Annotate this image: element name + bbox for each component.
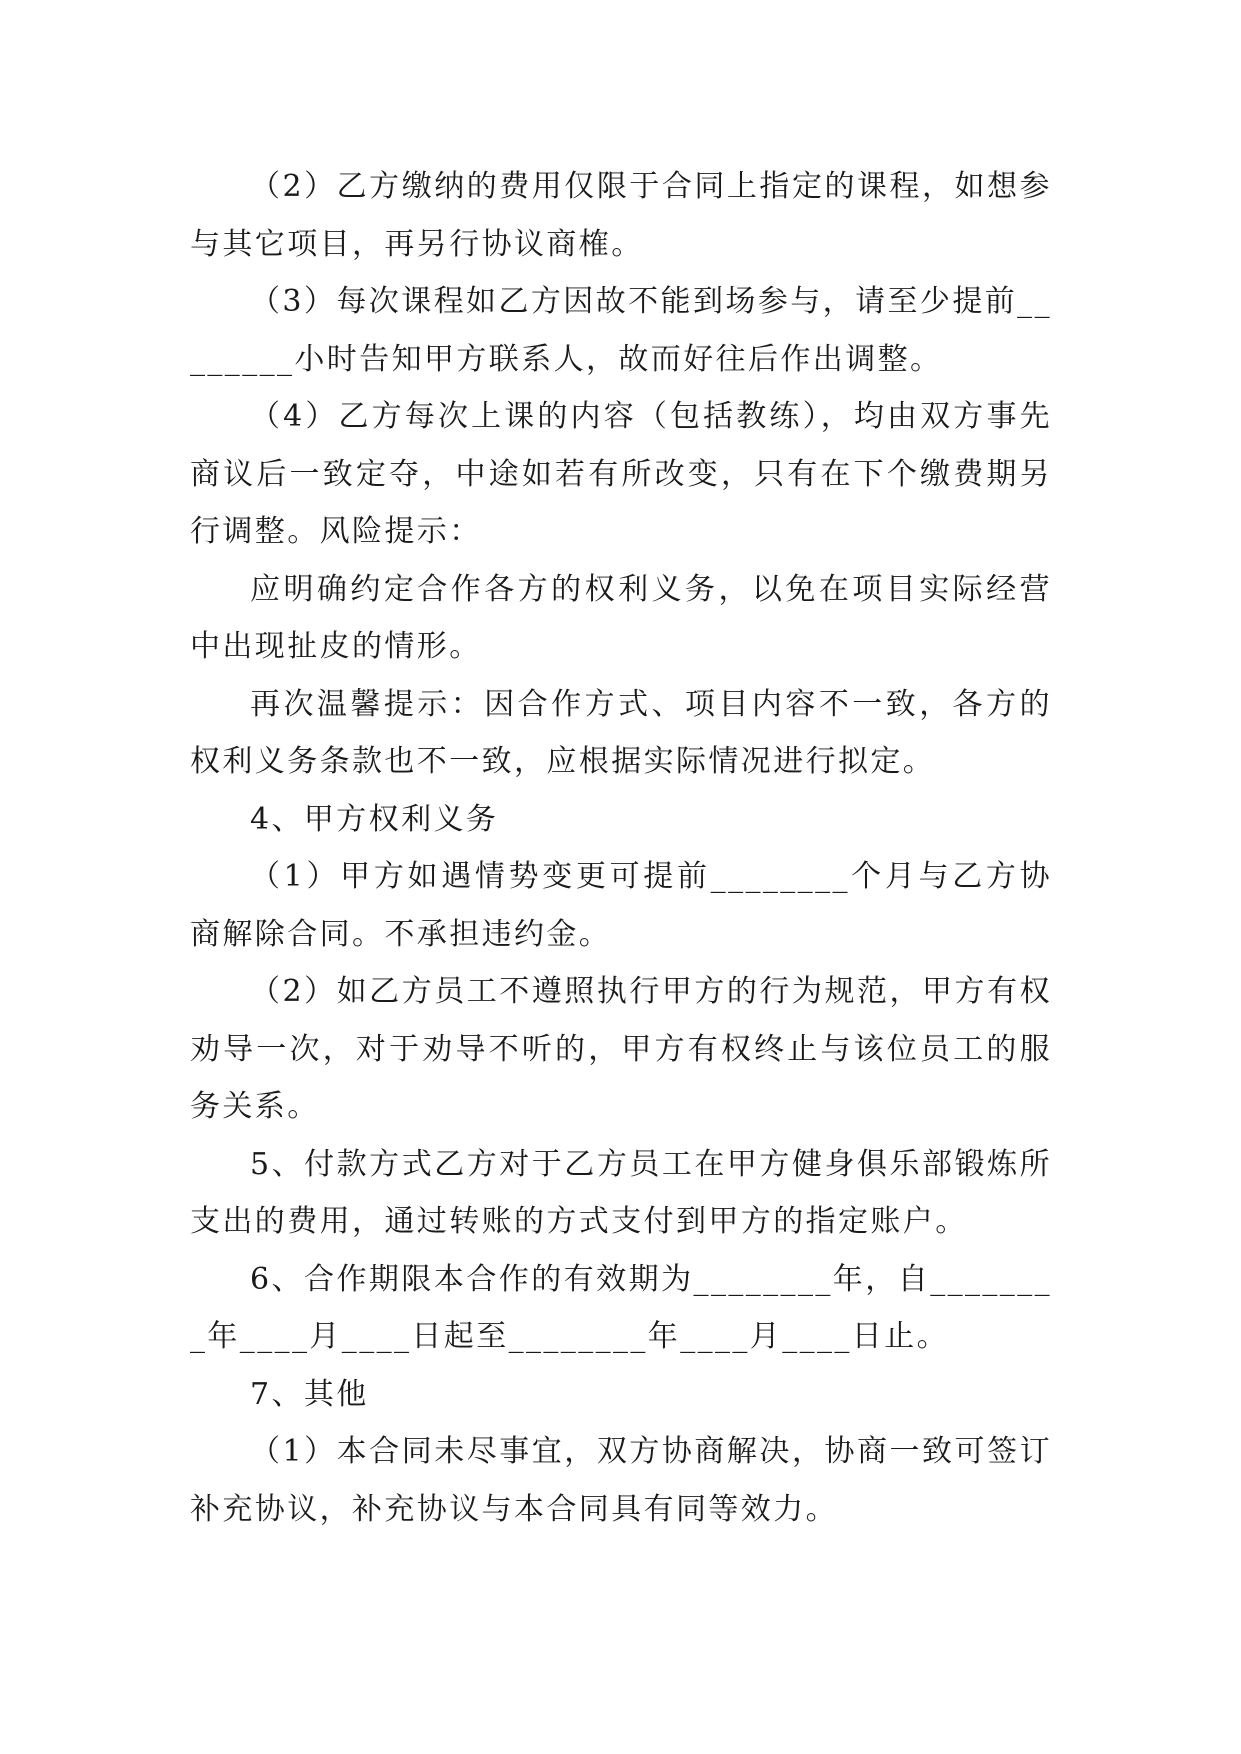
risk-tip-text: 应明确约定合作各方的权利义务，以免在项目实际经营中出现扯皮的情形。	[190, 571, 1052, 664]
section-7-heading: 7、其他	[250, 1376, 369, 1412]
document-body	[190, 158, 1052, 1538]
party-a-clause-1: （1）甲方如遇情势变更可提前________个月与乙方协商解除合同。不承担违约金。	[190, 859, 1052, 952]
section-5-payment: 5、付款方式乙方对于乙方员工在甲方健身俱乐部锻炼所支出的费用，通过转账的方式支付到甲方的指定账户。	[190, 1146, 1052, 1239]
reminder-text: 再次温馨提示：因合作方式、项目内容不一致，各方的权利义务条款也不一致，应根据实际情况进行拟定。	[190, 686, 1052, 779]
section-6-term: 6、合作期限本合作的有效期为________年，自________年____月____日起至________年____月____日止。	[190, 1261, 1052, 1354]
clause-2-fee-scope: （2）乙方缴纳的费用仅限于合同上指定的课程，如想参与其它项目，再另行协议商榷。	[190, 169, 1052, 262]
clause-4-course-content: （4）乙方每次上课的内容（包括教练），均由双方事先商议后一致定夺，中途如若有所改变，只有在下个缴费期另行调整。风险提示：	[190, 399, 1052, 549]
clause-3-absence-notice: （3）每次课程如乙方因故不能到场参与，请至少提前________小时告知甲方联系人，故而好往后作出调整。	[190, 284, 1052, 377]
party-a-clause-2: （2）如乙方员工不遵照执行甲方的行为规范，甲方有权劝导一次，对于劝导不听的，甲方有权终止与该位员工的服务关系。	[190, 974, 1052, 1124]
other-clause-1: （1）本合同未尽事宜，双方协商解决，协商一致可签订补充协议，补充协议与本合同具有同等效力。	[190, 1434, 1052, 1527]
section-4-heading: 4、甲方权利义务	[250, 801, 499, 837]
